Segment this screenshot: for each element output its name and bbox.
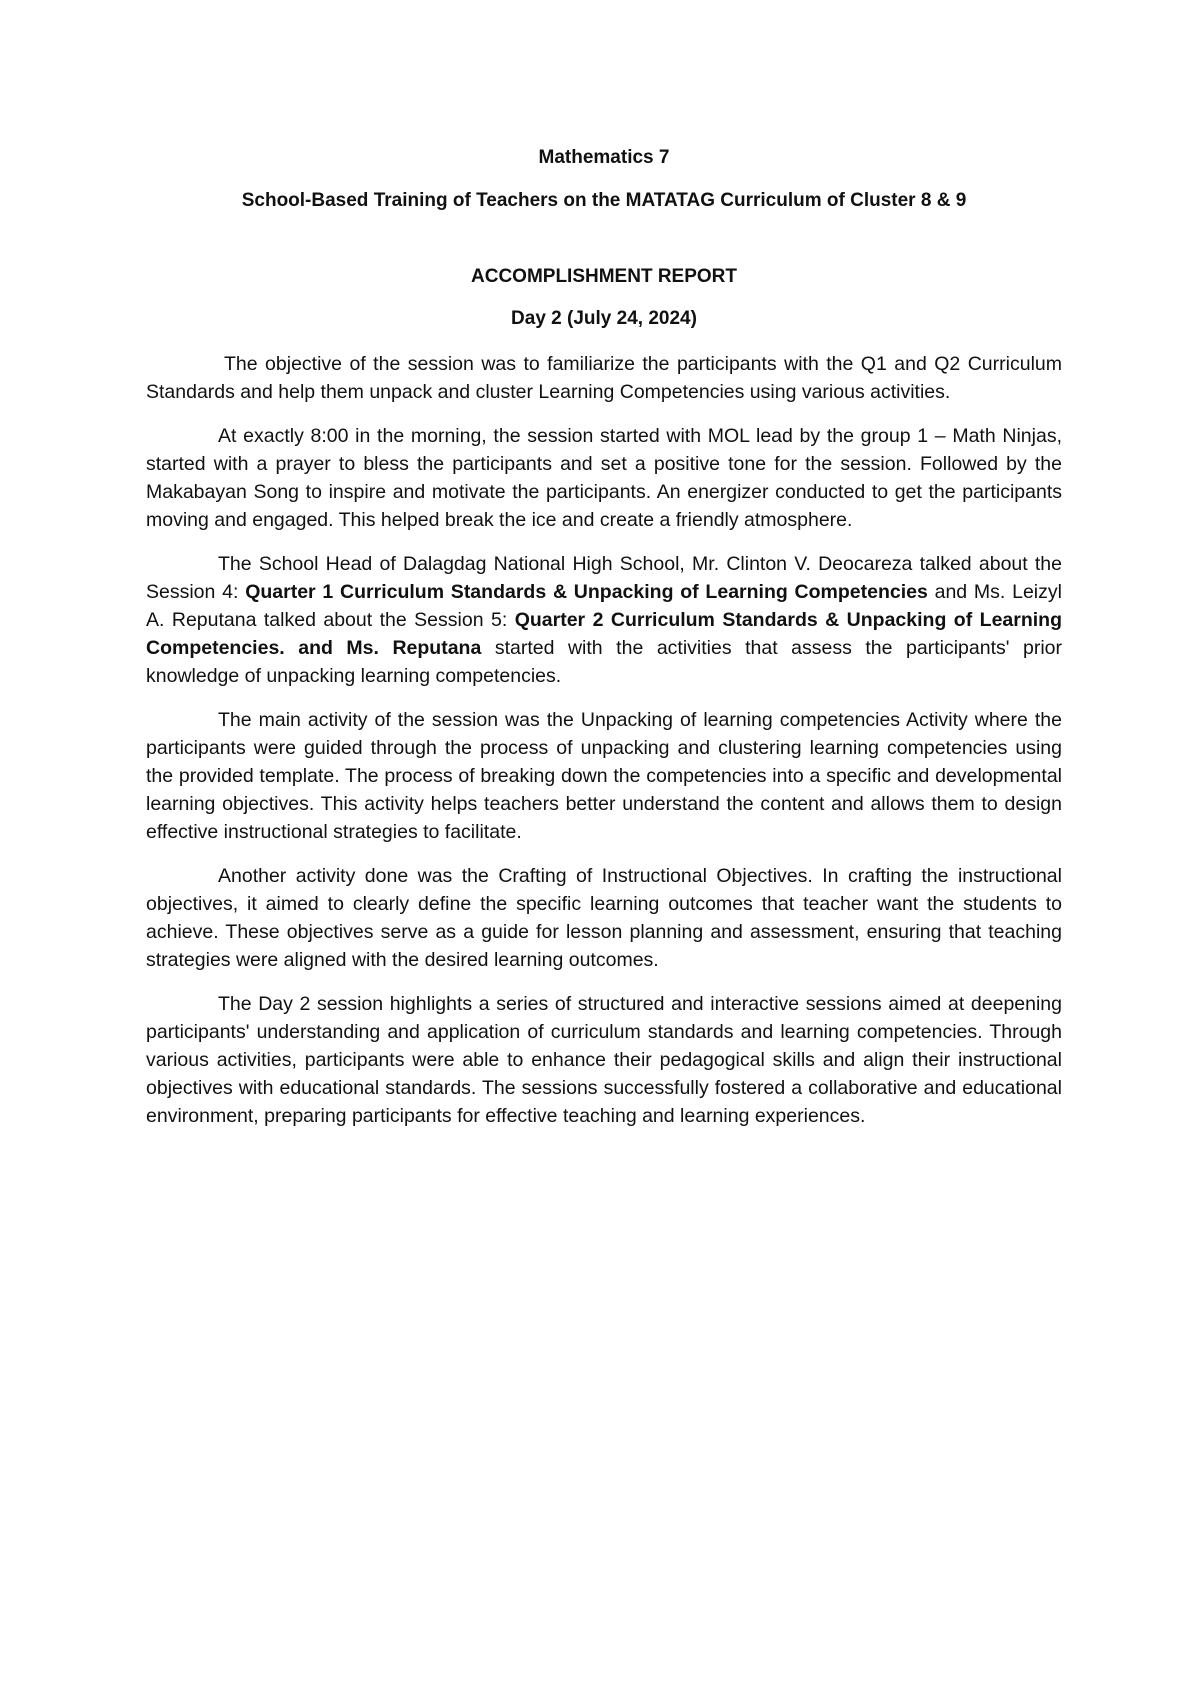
paragraph-sessions-text-1: The School Head of Dalagdag National High School, Mr. Clinton V. Deocareza talked about the Session 4: [146,553,1062,603]
paragraph-sessions-text-3: started with the activities that assess the participants' prior knowledge of unpacking learning competencies. [146,637,1062,687]
paragraph-sessions-text-2: and Ms. Leizyl A. Reputana talked about the Session 5: [146,581,1062,631]
paragraph-objective: The objective of the session was to familiarize the participants with the Q1 and Q2 Curriculum Standards and help them unpack and cluster Learning Competencies using various activities. [146,353,1062,403]
document-subtitle: School-Based Training of Teachers on the MATATAG Curriculum of Cluster 8 & 9 [241,190,967,211]
day-heading: Day 2 (July 24, 2024) [511,308,697,329]
paragraph-opening: At exactly 8:00 in the morning, the session started with MOL lead by the group 1 – Math Ninjas, started with a prayer to bless the participants and set a positive tone for the session. Followed by the Makabayan Song to inspire and motivate the participants. An energizer conducted to get the participants moving and engaged. This helped break the ice and create a friendly atmosphere. [146,425,1062,531]
document-title: Mathematics 7 [538,147,670,168]
paragraph-crafting-objectives: Another activity done was the Crafting of Instructional Objectives. In crafting the instructional objectives, it aimed to clearly define the specific learning outcomes that teacher want the students to achieve. These objectives serve as a guide for lesson planning and assessment, ensuring that teaching strategies were aligned with the desired learning outcomes. [146,865,1062,971]
paragraph-main-activity: The main activity of the session was the Unpacking of learning competencies Activity where the participants were guided through the process of unpacking and clustering learning competencies using the provided template. The process of breaking down the competencies into a specific and developmental learning objectives. This activity helps teachers better understand the content and allows them to design effective instructional strategies to facilitate. [146,709,1062,843]
session-4-title: Quarter 1 Curriculum Standards & Unpacking of Learning Competencies [245,581,928,603]
paragraph-sessions [146,550,1062,690]
session-5-title: Quarter 2 Curriculum Standards & Unpacking of Learning Competencies. and Ms. Reputana [146,609,1062,659]
paragraph-summary: The Day 2 session highlights a series of structured and interactive sessions aimed at deepening participants' understanding and application of curriculum standards and learning competencies. Through various activities, participants were able to enhance their pedagogical skills and align their instructional objectives with educational standards. The sessions successfully fostered a collaborative and educational environment, preparing participants for effective teaching and learning experiences. [146,993,1062,1127]
document-body [146,146,1062,1146]
report-heading: ACCOMPLISHMENT REPORT [471,266,737,287]
